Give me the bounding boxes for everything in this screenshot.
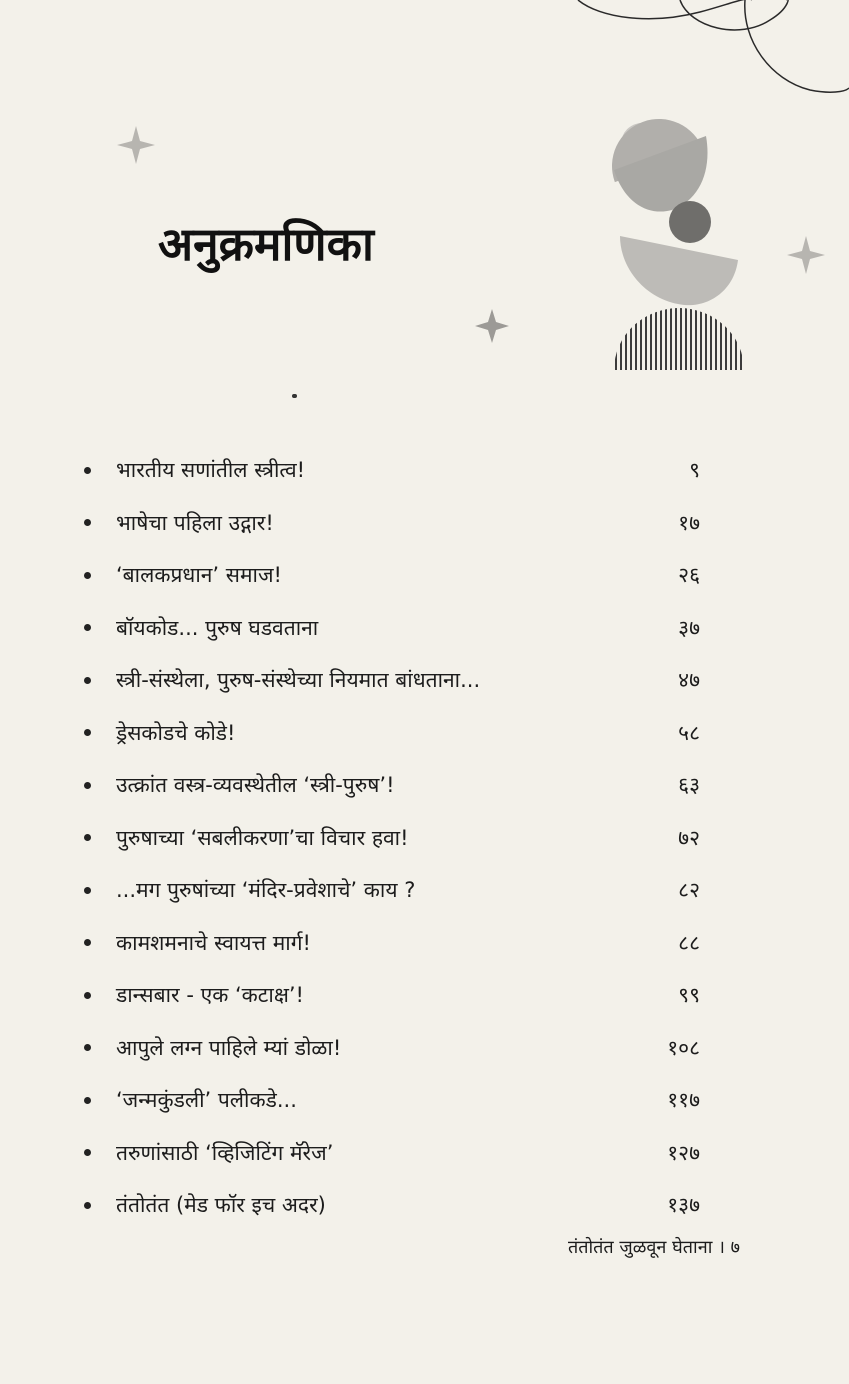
toc-entry-title: उत्क्रांत वस्त्र-व्यवस्थेतील ‘स्त्री-पुरुष’!: [116, 773, 395, 798]
bullet-icon: [84, 1149, 91, 1156]
ink-speck: [292, 394, 297, 398]
bullet-icon: [84, 1044, 91, 1051]
sparkle-icon: [117, 126, 155, 164]
toc-entry-page-number: १०८: [667, 1035, 700, 1060]
toc-entry: [80, 549, 700, 602]
half-circle-shape: [620, 236, 738, 305]
bullet-icon: [84, 992, 91, 999]
bullet-icon: [84, 677, 91, 684]
toc-entry-title: ...मग पुरुषांच्या ‘मंदिर-प्रवेशाचे’ काय ?: [116, 878, 416, 903]
bullet-icon: [84, 572, 91, 579]
bullet-icon: [84, 1202, 91, 1209]
toc-entry-title: भाषेचा पहिला उद्गार!: [116, 510, 274, 535]
toc-entry: [80, 864, 700, 917]
toc-entry-page-number: ५८: [678, 720, 700, 745]
toc-entry-page-number: ८८: [678, 930, 700, 955]
toc-entry: [80, 1022, 700, 1075]
toc-entry-title: ‘जन्मकुंडली’ पलीकडे...: [116, 1088, 297, 1113]
toc-entry-page-number: ३७: [678, 615, 700, 640]
toc-entry: [80, 497, 700, 550]
toc-entry: [80, 602, 700, 655]
bullet-icon: [84, 729, 91, 736]
toc-entry-title: कामशमनाचे स्वायत्त मार्ग!: [116, 930, 311, 955]
toc-entry: [80, 917, 700, 970]
bullet-icon: [84, 1097, 91, 1104]
toc-entry-page-number: १२७: [667, 1140, 700, 1165]
toc-entry-title: पुरुषाच्या ‘सबलीकरणा’चा विचार हवा!: [116, 825, 409, 850]
bullet-icon: [84, 834, 91, 841]
bullet-icon: [84, 939, 91, 946]
toc-entry: [80, 444, 700, 497]
toc-entry: [80, 1179, 700, 1232]
toc-entry: [80, 759, 700, 812]
toc-entry-page-number: २६: [678, 563, 700, 588]
stacked-shapes-ornament: [599, 106, 741, 372]
swirl-lines: [578, 0, 849, 92]
toc-entry-page-number: ९९: [678, 983, 700, 1008]
toc-entry-title: स्त्री-संस्थेला, पुरुष-संस्थेच्या नियमात बांधताना...: [116, 668, 481, 693]
toc-entry: [80, 1127, 700, 1180]
bullet-icon: [84, 782, 91, 789]
toc-entry: [80, 707, 700, 760]
toc-entry-page-number: ८२: [678, 878, 700, 903]
circle-shape: [669, 201, 711, 243]
toc-entry-title: बॉयकोड... पुरुष घडवताना: [116, 615, 319, 640]
toc-entry: [80, 654, 700, 707]
toc-entry-title: तरुणांसाठी ‘व्हिजिटिंग मॅरेज’: [116, 1140, 334, 1165]
toc-entry-page-number: ६३: [678, 773, 700, 798]
toc-entry: [80, 812, 700, 865]
toc-entry-page-number: ११७: [667, 1088, 700, 1113]
toc-entry: [80, 969, 700, 1022]
toc-entry-page-number: ४७: [678, 668, 700, 693]
bullet-icon: [84, 624, 91, 631]
table-of-contents: [80, 444, 700, 1232]
sparkle-icon: [787, 236, 825, 274]
toc-entry-title: आपुले लग्न पाहिले म्यां डोळा!: [116, 1035, 342, 1060]
page-title: अनुक्रमणिका: [158, 217, 374, 271]
toc-entry: [80, 1074, 700, 1127]
bullet-icon: [84, 887, 91, 894]
toc-entry-page-number: १७: [678, 510, 700, 535]
toc-entry-page-number: ७२: [678, 825, 700, 850]
bullet-icon: [84, 519, 91, 526]
toc-entry-title: डान्सबार - एक ‘कटाक्ष’!: [116, 983, 304, 1008]
toc-entry-title: ‘बालकप्रधान’ समाज!: [116, 563, 282, 588]
sparkle-icon: [475, 309, 509, 343]
toc-entry-title: तंतोतंत (मेड फॉर इच अदर): [116, 1193, 326, 1218]
toc-entry-title: ड्रेसकोडचे कोडे!: [116, 720, 236, 745]
bullet-icon: [84, 467, 91, 474]
toc-entry-page-number: ९: [689, 458, 700, 483]
page-footer: तंतोतंत जुळवून घेताना । ७: [567, 1237, 740, 1258]
toc-entry-title: भारतीय सणांतील स्त्रीत्व!: [116, 458, 306, 483]
striped-half-circle: [616, 300, 741, 372]
toc-entry-page-number: १३७: [667, 1193, 700, 1218]
